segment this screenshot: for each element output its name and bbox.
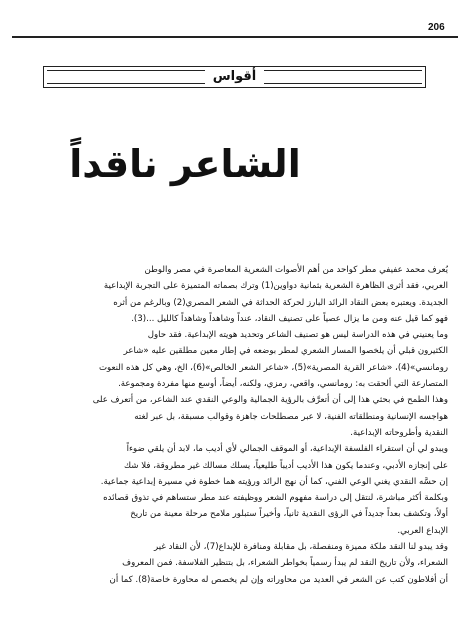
page-number: 206 (428, 22, 445, 33)
body-line: وبكلمة أكثر مباشرة، لنتقل إلى دراسة مفهوم الشعر ووظيفته عند مطر ستساهم في تذوق قصائده (103, 493, 448, 504)
body-line: الشعراء، ولأن تاريخ النقد لم يبدأ رسمياً بخواطر الشعراء، بل بتنظير الفلاسفة. فمن المعروف (122, 558, 448, 569)
section-label (44, 69, 425, 84)
header-rule (12, 36, 458, 38)
section-label-text: أقواس (205, 69, 265, 84)
body-line: النقدية وأطروحاته الإبداعية. (350, 427, 448, 438)
body-line: الإبداع العربي. (397, 525, 448, 536)
body-line: ويبدو لي أن استقراء الفلسفة الإبداعية، أو الموقف الجمالي لأي أديب ما، لابد أن يلقي ضوءاً (126, 444, 448, 455)
body-line: فهو كما قيل عنه ومن ما يزال عصياً على تصنيف النقاد، عنداً وشاهداً وشاهداً كالليل ...(3). (131, 313, 448, 324)
body-line: إن حسَّه النقدي يغني الوعي الفني، كما أن نهج الرائد ورؤيته هما خطوة في مسيرة إبداعية جماعية. (100, 476, 448, 487)
body-line: يُعرف محمد عفيفي مطر كواحد من أهم الأصوات الشعرية المعاصرة في مصر والوطن (144, 265, 448, 275)
body-line: أولاً، وتكشف بعداً جديداً في الرؤى النقدية ثانياً، وأخيراً ستبلور ملامح مرحلة معينة من تاريخ (130, 509, 448, 520)
body-line: الجديدة. ويعتبره بعض النقاد الرائد البارز لحركة الحداثة في الشعر المصري(2) وبالرغم من أثره (113, 297, 448, 308)
body-line: أن أفلاطون كتب عن الشعر في العديد من محاوراته وإن لم يخصص له محاورة خاصة(8). كما أن (109, 574, 448, 585)
article-title: الشاعر ناقداً (69, 142, 301, 186)
body-line: وما يعنيني في هذه الدراسة ليس هو تصنيف الشاعر وتحديد هويته الإبداعية. فقد حاول (147, 330, 448, 341)
body-line: المتصارعة التي ألحقت به: رومانسي، واقعي، رمزي، ولكنه، أيضاً، أوسع منها مفردة ومجموعة. (118, 379, 448, 390)
article-body (8, 262, 448, 634)
body-line: هواجسه الإنسانية ومنطلقاته الفنية، لا عبر مصطلحات جاهزة وقوالب مسبقة، بل عبر لغته (134, 411, 448, 422)
body-line: العربي، فقد أثرى الظاهرة الشعرية بثمانية دواوين(1) وترك بصماته المتميزة على التجربة الإبداعية (103, 281, 448, 292)
body-line: وقد يبدو لنا النقد ملكة مميزة ومنفصلة، بل مقابلة ومنافرة للإبداع(7)، لأن النقاد غير (154, 542, 448, 553)
body-line: وهذا الطمح في بحثي هذا إلى أن أتعرَّف بالرؤية الجمالية والوعي النقدي عند الشاعر، من أتعرف على (92, 395, 448, 406)
body-line: على إنجازه الأدبي، وعندما يكون هذا الأديب أديباً طليعياً، يسلك مسالك غير مطروقة، فلا شك (124, 460, 448, 471)
body-line: رومانسي»(4)، «شاعر القرية المصرية»(5)، «شاعر الشعر الخالص»(6)، الخ، وهي كل هذه النعوت (98, 362, 448, 373)
body-line: الكثيرون قبلي أن يلخصوا المسار الشعري لمطر بوضعه في إطار معين مطلقين عليه «شاعر (123, 346, 448, 357)
section-header-box (43, 66, 426, 88)
